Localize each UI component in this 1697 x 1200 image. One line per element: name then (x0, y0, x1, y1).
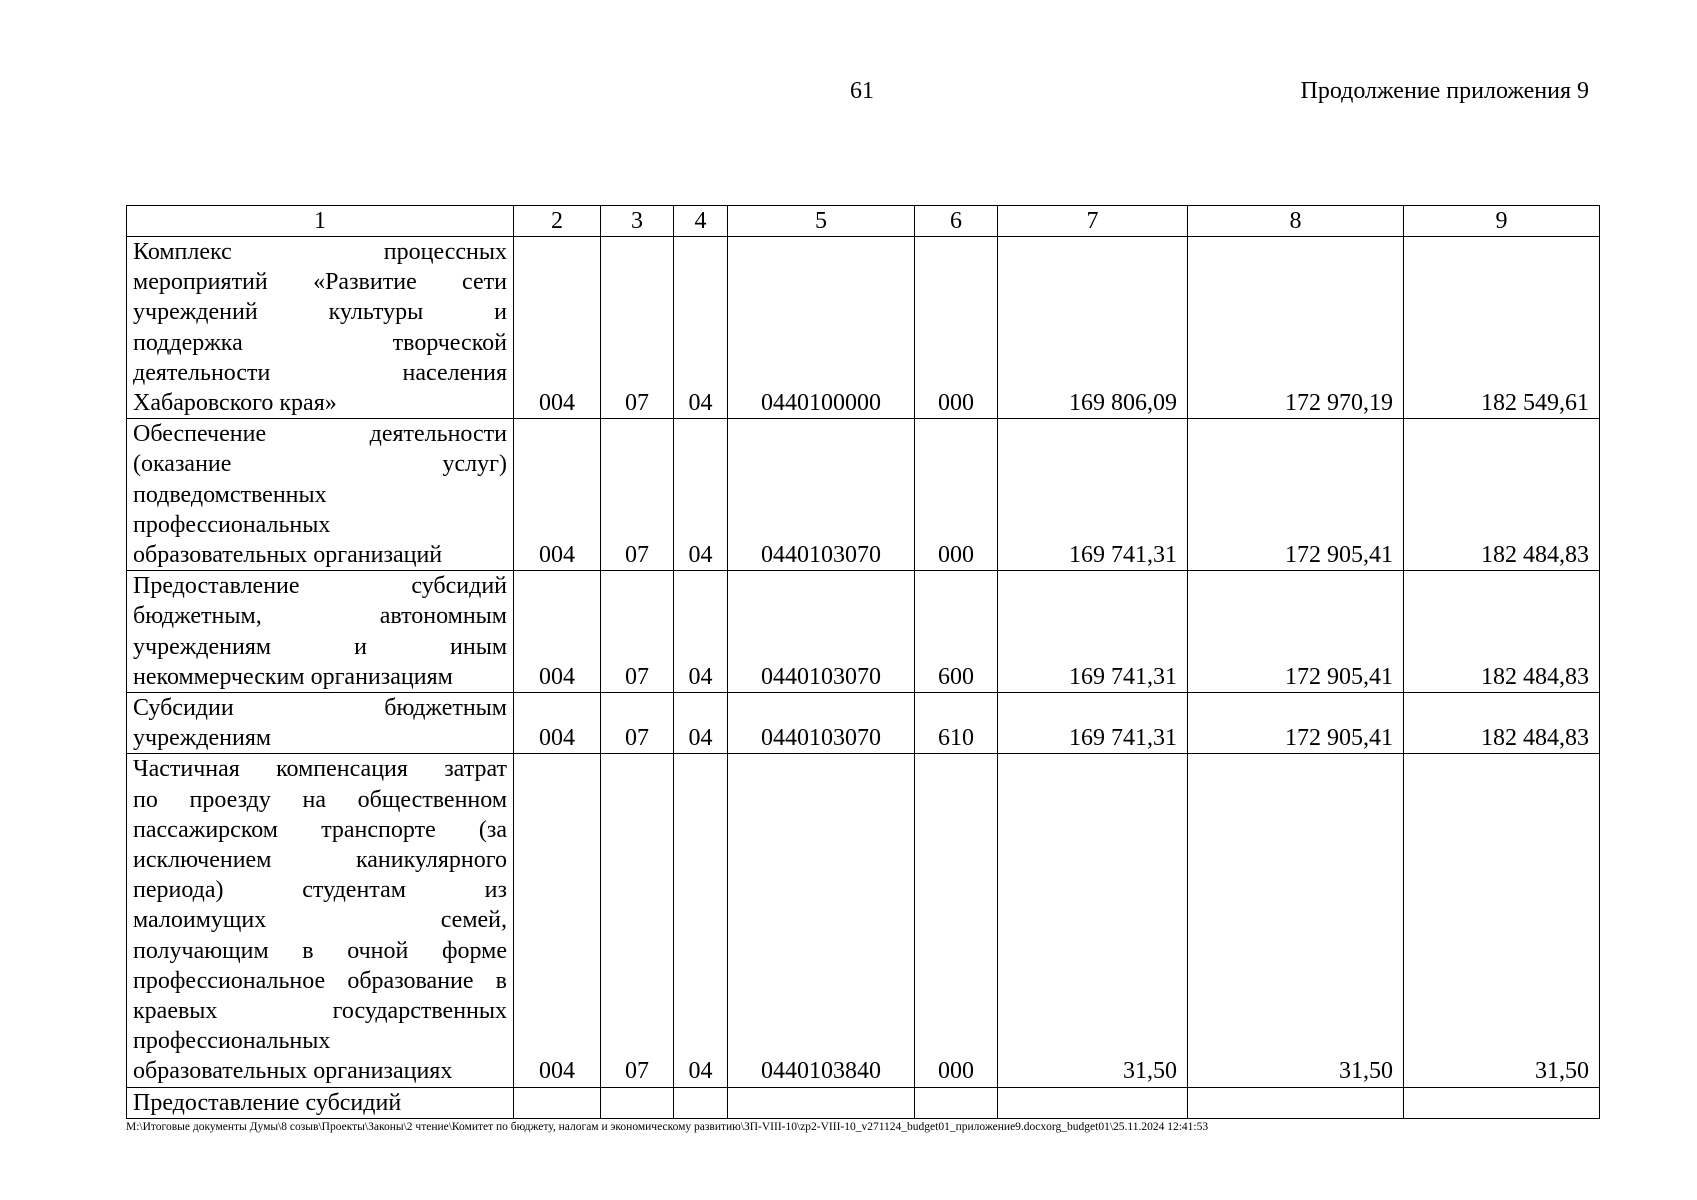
row-name-word: очной (347, 937, 409, 964)
cell-col-9: 31,50 (1404, 754, 1600, 1087)
cell-col-6: 000 (915, 237, 998, 419)
row-name-line (133, 662, 507, 692)
cell-col-7: 169 741,31 (998, 571, 1188, 693)
cell-col-5: 0440103070 (728, 419, 915, 571)
row-name-word: Комплекс (133, 239, 232, 265)
row-name-word: общественном (357, 786, 507, 813)
row-name-line (133, 237, 507, 267)
row-name-word: затрат (444, 756, 507, 783)
table-row (127, 1087, 1600, 1118)
row-name-line (133, 267, 507, 297)
cell-col-2: 004 (514, 754, 601, 1087)
row-name-line (133, 358, 507, 388)
cell-col-9: 182 484,83 (1404, 419, 1600, 571)
row-name-cell (127, 693, 514, 754)
row-name-word: культуры (328, 299, 424, 326)
row-name-word: Предоставление (133, 573, 300, 600)
cell-col-9: 182 549,61 (1404, 237, 1600, 419)
row-name-line (133, 480, 507, 510)
row-name-line (133, 297, 507, 327)
cell-col-6: 000 (915, 754, 998, 1087)
row-name-word: краевых (133, 998, 218, 1025)
row-name-word: профессиональное (133, 967, 326, 994)
table-body (127, 237, 1600, 1119)
row-name-word: малоимущих (133, 907, 267, 934)
row-name-word: Предоставление (133, 1089, 300, 1116)
row-name-line (133, 449, 507, 479)
row-name-text: учреждениям (133, 725, 272, 752)
row-name-word: из (484, 877, 507, 904)
row-name-word: деятельности (369, 421, 507, 448)
row-name-word: семей, (440, 907, 507, 934)
row-name-word: процессных (383, 239, 507, 265)
column-number: 4 (674, 206, 728, 237)
cell-col-9: 182 484,83 (1404, 693, 1600, 754)
row-name-word: иным (450, 633, 507, 660)
cell-col-5: 0440103840 (728, 754, 915, 1087)
row-name-text (133, 1088, 401, 1118)
table-row (127, 419, 1600, 571)
row-name-word: студентам (302, 877, 406, 904)
row-name-word: «Развитие (313, 269, 417, 296)
row-name-line (133, 875, 507, 905)
row-name-text: Хабаровского края» (133, 390, 337, 417)
row-name-word: Обеспечение (133, 421, 267, 448)
row-name-word: учреждениям (133, 633, 272, 660)
row-name-word: населения (402, 359, 507, 386)
cell-col-3: 07 (601, 419, 674, 571)
cell-col-7 (998, 1087, 1188, 1118)
cell-col-7: 31,50 (998, 754, 1188, 1087)
cell-col-2: 004 (514, 419, 601, 571)
cell-col-4 (674, 1087, 728, 1118)
column-number: 3 (601, 206, 674, 237)
row-name-line (133, 540, 507, 570)
row-name-text: образовательных организациях (133, 1058, 453, 1085)
row-name-word: субсидий (411, 573, 507, 600)
cell-col-4: 04 (674, 693, 728, 754)
cell-col-2: 004 (514, 571, 601, 693)
column-number: 5 (728, 206, 915, 237)
row-name-text: образовательных организаций (133, 542, 443, 569)
table-row (127, 237, 1600, 419)
row-name-word: на (302, 786, 326, 813)
cell-col-2: 004 (514, 693, 601, 754)
column-number: 8 (1188, 206, 1404, 237)
row-name-word: по (133, 786, 158, 813)
column-number: 2 (514, 206, 601, 237)
cell-col-3: 07 (601, 754, 674, 1087)
row-name-word: (за (478, 816, 507, 843)
row-name-word: поддержка (133, 329, 243, 356)
row-name-text: некоммерческим организациям (133, 663, 453, 690)
cell-col-5: 0440100000 (728, 237, 915, 419)
row-name-line (133, 693, 507, 723)
row-name-word: форме (441, 937, 507, 964)
row-name-word: каникулярного (355, 847, 507, 874)
row-name-text: профессиональных (133, 1028, 331, 1055)
column-number: 9 (1404, 206, 1600, 237)
row-name-word: автономным (379, 603, 507, 630)
page-number: 61 (850, 78, 874, 104)
row-name-word: образование (347, 967, 474, 994)
cell-col-6: 610 (915, 693, 998, 754)
row-name-word: мероприятий (133, 269, 268, 296)
row-name-word: исключением (133, 847, 272, 874)
table-row (127, 693, 1600, 754)
row-name-line (133, 601, 507, 631)
cell-col-4: 04 (674, 237, 728, 419)
cell-col-8: 172 905,41 (1188, 571, 1404, 693)
row-name-word: творческой (392, 329, 507, 356)
cell-col-6: 000 (915, 419, 998, 571)
cell-col-8: 31,50 (1188, 754, 1404, 1087)
row-name-word: Частичная (133, 756, 240, 783)
row-name-word: в (302, 937, 314, 964)
column-number: 1 (127, 206, 514, 237)
row-name-cell (127, 1087, 514, 1118)
row-name-line (133, 510, 507, 540)
row-name-text: профессиональных (133, 511, 331, 538)
row-name-line (133, 754, 507, 784)
row-name-word: Субсидии (133, 695, 234, 722)
row-name-word: (оказание (133, 451, 232, 478)
row-name-line (133, 815, 507, 845)
cell-col-5: 0440103070 (728, 571, 915, 693)
row-name-cell (127, 237, 514, 419)
row-name-line (133, 966, 507, 996)
cell-col-3: 07 (601, 237, 674, 419)
cell-col-8 (1188, 1087, 1404, 1118)
row-name-line (133, 723, 507, 753)
cell-col-7: 169 741,31 (998, 419, 1188, 571)
cell-col-7: 169 741,31 (998, 693, 1188, 754)
row-name-text: подведомственных (133, 481, 327, 508)
file-path-footer: М:\Итоговые документы Думы\8 созыв\Проекты\Законы\2 чтение\Комитет по бюджету, налогам и экономическому развитию\ЗП-VIII-10\zp2-VIII-10_v271124_budget01_приложение9.docxorg_budget01\25.11.2024 12:41:53 (126, 1121, 1209, 1133)
row-name-word: и (354, 633, 367, 660)
cell-col-4: 04 (674, 419, 728, 571)
row-name-word: услуг) (442, 451, 507, 478)
row-name-line (133, 1026, 507, 1056)
column-numbers-row (127, 206, 1600, 237)
cell-col-9: 182 484,83 (1404, 571, 1600, 693)
cell-col-8: 172 970,19 (1188, 237, 1404, 419)
row-name-word: получающим (133, 937, 269, 964)
row-name-line (133, 1056, 507, 1086)
column-number: 6 (915, 206, 998, 237)
row-name-line (133, 1088, 507, 1118)
budget-table (126, 205, 1600, 1119)
row-name-cell (127, 754, 514, 1087)
table-row (127, 571, 1600, 693)
cell-col-3: 07 (601, 571, 674, 693)
cell-col-4: 04 (674, 754, 728, 1087)
row-name-word: и (494, 299, 507, 326)
row-name-word: сети (462, 269, 507, 296)
row-name-word: государственных (332, 998, 507, 1025)
row-name-word: учреждений (133, 299, 258, 326)
row-name-line (133, 785, 507, 815)
row-name-word: компенсация (276, 756, 408, 783)
row-name-line (133, 388, 507, 418)
row-name-word: транспорте (321, 816, 436, 843)
cell-col-6 (915, 1087, 998, 1118)
cell-col-8: 172 905,41 (1188, 693, 1404, 754)
row-name-word: периода) (133, 877, 224, 904)
row-name-line (133, 419, 507, 449)
cell-col-7: 169 806,09 (998, 237, 1188, 419)
row-name-line (133, 632, 507, 662)
cell-col-5: 0440103070 (728, 693, 915, 754)
row-name-word: бюджетным (384, 695, 507, 722)
cell-col-2: 004 (514, 237, 601, 419)
cell-col-3: 07 (601, 693, 674, 754)
cell-col-2 (514, 1087, 601, 1118)
row-name-word: в (495, 967, 507, 994)
row-name-word: деятельности (133, 359, 271, 386)
column-number: 7 (998, 206, 1188, 237)
row-name-line (133, 845, 507, 875)
row-name-cell (127, 419, 514, 571)
cell-col-3 (601, 1087, 674, 1118)
cell-col-9 (1404, 1087, 1600, 1118)
row-name-line (133, 936, 507, 966)
cell-col-6: 600 (915, 571, 998, 693)
row-name-word: бюджетным, (133, 603, 262, 630)
row-name-word: проезду (189, 786, 271, 813)
row-name-line (133, 328, 507, 358)
cell-col-5 (728, 1087, 915, 1118)
row-name-word: пассажирском (133, 816, 278, 843)
cell-col-4: 04 (674, 571, 728, 693)
row-name-line (133, 996, 507, 1026)
table-row (127, 754, 1600, 1087)
row-name-cell (127, 571, 514, 693)
appendix-caption: Продолжение приложения 9 (1300, 78, 1589, 104)
row-name-word: субсидий (305, 1089, 402, 1116)
row-name-line (133, 571, 507, 601)
row-name-line (133, 905, 507, 935)
cell-col-8: 172 905,41 (1188, 419, 1404, 571)
